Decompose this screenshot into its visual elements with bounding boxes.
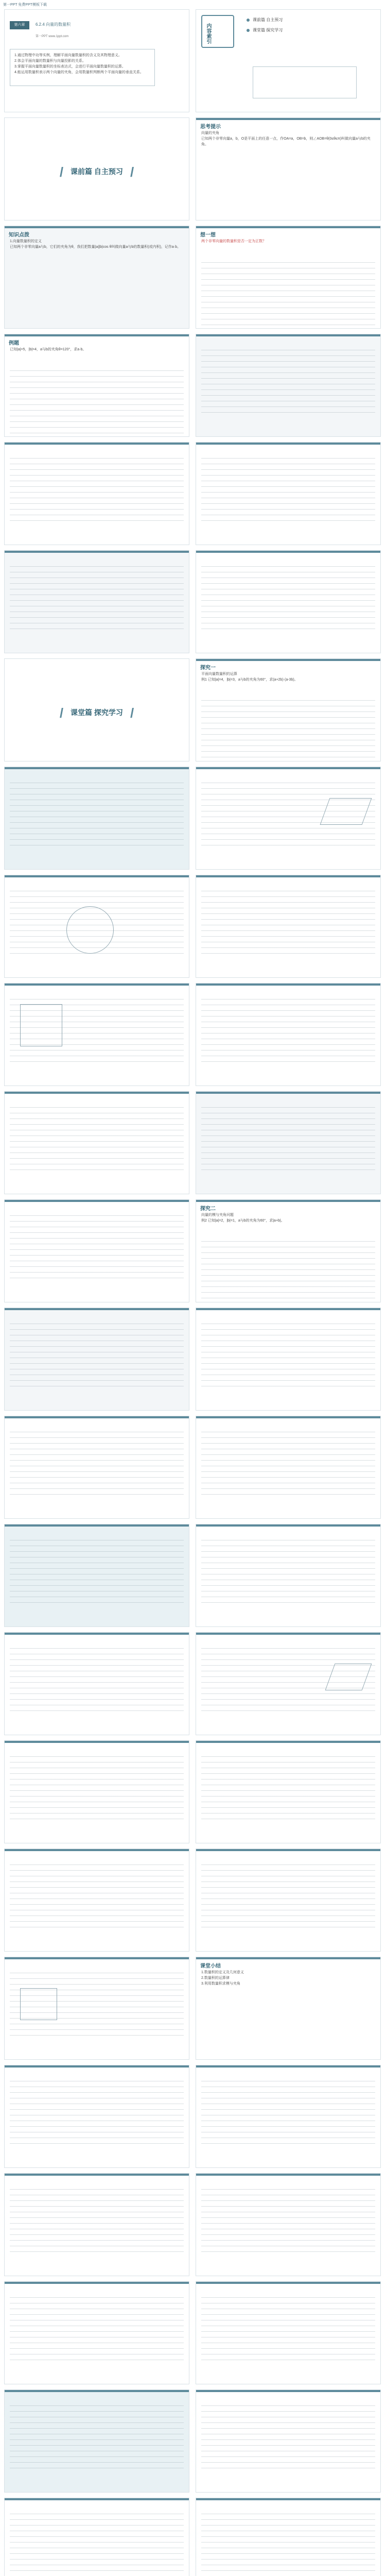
slide-bar [5, 875, 189, 877]
slide-body-lines [10, 453, 184, 525]
slide-body-lines [201, 2076, 375, 2148]
slide-bar [5, 767, 189, 769]
slide-generic [196, 2498, 381, 2576]
slide-body-lines [10, 2076, 184, 2148]
slide-body-lines [201, 2184, 375, 2256]
slide-generic [4, 2281, 189, 2384]
slide-bar [5, 1957, 189, 1959]
index-item-preview[interactable]: 课前篇 自主预习 [253, 18, 283, 22]
slide-bar [5, 334, 189, 336]
slide-generic [4, 2389, 189, 2493]
slide-bar [5, 1416, 189, 1418]
objectives-text: 1.通过物理中功等实例，理解平面向量数量积的含义及其物理意义。 2.体会平面向量的数量积与向量投影的关系。 3.掌握平面向量数量积的坐标表达式，会进行平面向量数量积的运算。 4.能运用数量积表示两个向量的夹角，会用数量积判断两个平面向量的垂直关系。 [14, 54, 144, 74]
slide-body-lines [10, 1102, 184, 1174]
slide-body-lines [10, 1535, 184, 1607]
slide-bar [196, 443, 380, 445]
slide-bar [196, 1633, 380, 1635]
slide-body-lines [10, 777, 184, 850]
slide-body-lines [201, 2509, 375, 2576]
slide-generic [196, 1308, 381, 1411]
slide-head: 想一想 [200, 232, 216, 238]
slide-body-lines [10, 1643, 184, 1715]
slide-generic [4, 442, 189, 545]
slide-generic [4, 767, 189, 870]
slide-bar [5, 1092, 189, 1094]
section-title-explore: / 课堂篇 探究学习 / [5, 705, 189, 721]
slide-generic [196, 2173, 381, 2276]
slide-head: 例题 [9, 341, 19, 346]
slide-bar [196, 226, 380, 228]
slide-body-lines [201, 257, 375, 329]
slide-bar [5, 2174, 189, 2176]
square-figure [20, 1004, 62, 1046]
slide-generic [4, 875, 189, 978]
slide-bar [196, 2390, 380, 2392]
slide-bar [5, 443, 189, 445]
slide-summary [196, 1957, 381, 2060]
slide-generic [4, 1308, 189, 1411]
slide-head: 探究一 [200, 665, 216, 671]
top-strip [0, 0, 386, 9]
slide-bar [196, 984, 380, 986]
slide-body-lines [201, 695, 375, 761]
slide-generic [4, 1416, 189, 1519]
slide-generic [4, 2173, 189, 2276]
slide-bar [196, 1849, 380, 1851]
slide-bar [196, 2282, 380, 2284]
chapter-tag: 第六章 [10, 21, 29, 29]
slide-generic [196, 1416, 381, 1519]
slide-bar [196, 2174, 380, 2176]
slide-generic [4, 1740, 189, 1843]
slide-bar [5, 1308, 189, 1310]
trapezoid-figure [20, 1988, 57, 2020]
slide-generic [196, 983, 381, 1086]
slide-head: 思考提示 [200, 124, 221, 130]
slide-head: 课堂小结 [200, 1963, 221, 1969]
slide-bar [196, 2498, 380, 2500]
slide-generic [4, 1524, 189, 1627]
slide-body-lines [201, 453, 375, 525]
slide-body-lines [10, 1427, 184, 1499]
slide-bar [5, 2498, 189, 2500]
slide-bar [5, 1633, 189, 1635]
slide-generic [4, 1632, 189, 1735]
slide-generic [196, 442, 381, 545]
slide-body-lines [201, 1318, 375, 1391]
slide-body-lines [10, 2509, 184, 2576]
slide-bar [196, 2065, 380, 2067]
slide-generic [196, 550, 381, 653]
slide-generic [196, 1632, 381, 1735]
slide-body-lines [201, 2400, 375, 2472]
slide-generic [196, 334, 381, 437]
slide-generic [196, 767, 381, 870]
slide-head: 知识点拨 [9, 232, 29, 238]
slide-body-lines [10, 2400, 184, 2472]
slide-body-lines [201, 1102, 375, 1174]
slide-generic [196, 875, 381, 978]
slide-bar [196, 1957, 380, 1959]
slide-body-lines [201, 1236, 375, 1302]
slide-body-lines [10, 365, 184, 437]
slide-generic [196, 1740, 381, 1843]
content-index-label: 内容索引 [205, 23, 211, 44]
section-slide-explore [4, 658, 189, 761]
title-slide [4, 9, 189, 112]
slide-generic [196, 2281, 381, 2384]
slide-bar [5, 2065, 189, 2067]
slide-bar [5, 1200, 189, 1202]
slide-bar [5, 1524, 189, 1527]
slide-body-lines [10, 1318, 184, 1391]
slide-body-lines [201, 994, 375, 1066]
slide-bar [5, 2282, 189, 2284]
slide-text: 两个非零向量的数量积是否一定为正数？ [201, 240, 266, 243]
slide-bar [196, 1524, 380, 1527]
slide-bar [196, 334, 380, 336]
source-line: 第一PPT www.1ppt.com [36, 35, 69, 38]
content-index [201, 15, 234, 48]
slide-bar [5, 551, 189, 553]
slide-generic [4, 983, 189, 1086]
slide-bar [196, 1416, 380, 1418]
slide-bar [196, 875, 380, 877]
slide-generic [196, 1524, 381, 1627]
slide-body-lines [201, 1751, 375, 1823]
slide-body-lines [10, 2184, 184, 2256]
slide-generic [4, 1849, 189, 1952]
slide-body-lines [201, 1427, 375, 1499]
slide-body-lines [201, 345, 375, 417]
slide-bar [5, 1741, 189, 1743]
slide-bar [5, 226, 189, 228]
slide-bar [196, 659, 380, 661]
slide-bar [196, 1308, 380, 1310]
index-slide [196, 9, 381, 112]
brand-mark: 第一PPT 免费PPT模板下载 [3, 3, 47, 7]
slide-bar [196, 1200, 380, 1202]
slide-text: 已知|a|=5，|b|=4，a与b的夹角θ=120°，求a·b。 [10, 348, 86, 351]
slide-body-lines [201, 2292, 375, 2364]
slide-bar [5, 2390, 189, 2392]
skill-diagram [253, 66, 357, 98]
slide-think [196, 226, 381, 329]
slide-generic [4, 1957, 189, 2060]
slide-body-lines [201, 561, 375, 633]
slide-bar [196, 1741, 380, 1743]
slide-body-lines [10, 1210, 184, 1282]
slide-generic [196, 2389, 381, 2493]
slide-text: 向量的夹角 已知两个非零向量a，b，O是平面上的任意一点，作OA=a，OB=b，则∠AOB=θ(0≤θ≤π)叫做向量a与b的夹角。 [201, 131, 371, 146]
section-title-preview: / 课前篇 自主预习 / [5, 164, 189, 180]
slide-body-lines [10, 1859, 184, 1931]
slide-example [4, 334, 189, 437]
slide-generic [4, 1199, 189, 1302]
slide-body-lines [201, 1535, 375, 1607]
objectives-box [10, 49, 155, 86]
index-item-explore[interactable]: 课堂篇 探究学习 [253, 28, 283, 32]
slide-text: 1.向量数量积的定义 已知两个非零向量a与b，它们的夹角为θ，我们把数量|a||b|cos θ叫做向量a与b的数量积(或内积)，记作a·b。 [10, 240, 181, 249]
slide-explore-1 [196, 658, 381, 761]
slide-body-lines [201, 1859, 375, 1931]
slide-bar [196, 1092, 380, 1094]
slide-generic [4, 2065, 189, 2168]
slide-head: 探究二 [200, 1206, 216, 1212]
slide-bar [196, 551, 380, 553]
slide-bar [196, 767, 380, 769]
slide-explore-2 [196, 1199, 381, 1302]
slide-definition [4, 226, 189, 329]
slide-generic [4, 2498, 189, 2576]
slide-generic [4, 550, 189, 653]
slide-generic [4, 1091, 189, 1194]
slide-body-lines [201, 886, 375, 958]
slide-generic [196, 1091, 381, 1194]
section-slide-preview [4, 117, 189, 221]
slide-body-lines [10, 1751, 184, 1823]
slide-bar [5, 984, 189, 986]
slide-text: 平面向量数量积的运算 例1 已知|a|=4，|b|=3，a与b的夹角为60°，求(a+2b)·(a-3b)。 [201, 672, 298, 682]
slide-body-lines [10, 2292, 184, 2364]
slide-bar [196, 118, 380, 120]
slide-bar [5, 1849, 189, 1851]
circle-figure [66, 906, 114, 954]
slide-text: 1.数量积的定义及几何意义 2.数量积的运算律 3.利用数量积求模与夹角 [201, 1971, 244, 1986]
lesson-title: 6.2.4 向量的数量积 [36, 22, 71, 27]
slide-text: 向量的模与夹角问题 例2 已知|a|=2，|b|=1，a与b的夹角为60°，求|a+b|。 [201, 1213, 285, 1223]
slide-generic [196, 2065, 381, 2168]
slide-body-lines [10, 561, 184, 633]
slide-concept [196, 117, 381, 221]
slide-generic [196, 1849, 381, 1952]
